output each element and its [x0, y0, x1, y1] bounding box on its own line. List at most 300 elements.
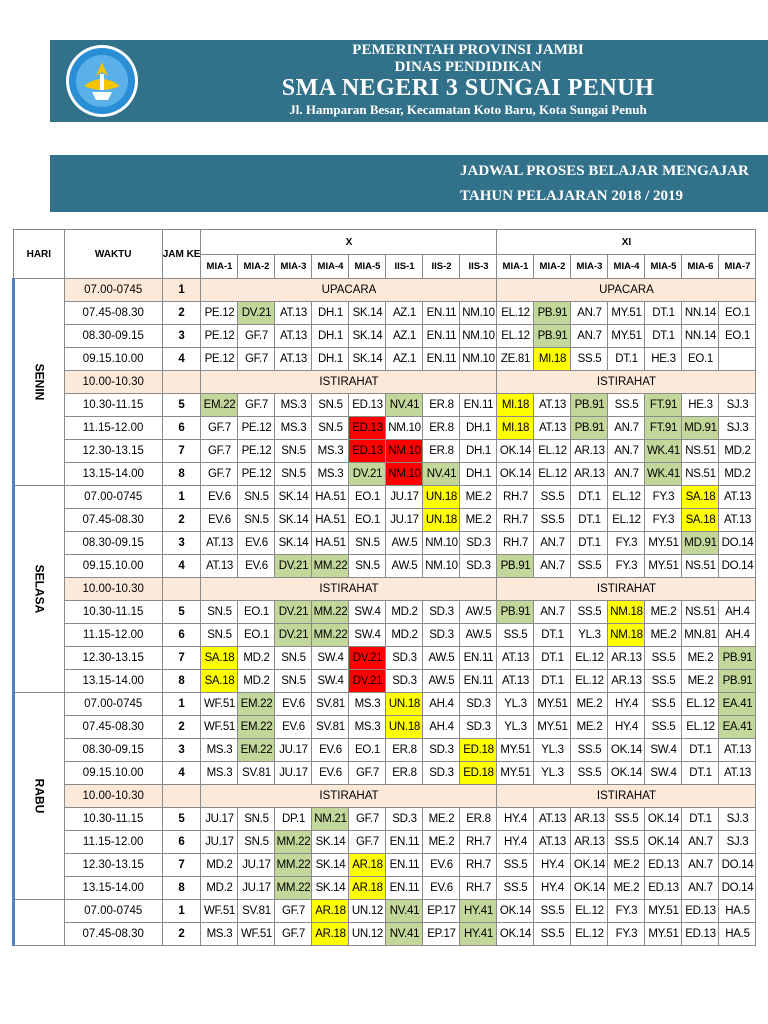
schedule-cell: AW.5 [386, 532, 423, 555]
schedule-cell: NV.41 [386, 923, 423, 946]
schedule-cell: DT.1 [682, 762, 719, 785]
time-slot: 07.00-0745 [64, 279, 162, 302]
schedule-cell: FT.91 [645, 394, 682, 417]
schedule-cell: ZE.81 [497, 348, 534, 371]
schedule-cell: EO.1 [349, 739, 386, 762]
schedule-cell: OK.14 [497, 463, 534, 486]
schedule-cell: DH.1 [460, 417, 497, 440]
schedule-cell: AR.13 [571, 831, 608, 854]
period-number: 8 [162, 670, 201, 693]
schedule-cell: ED.13 [349, 394, 386, 417]
schedule-cell: EP.17 [423, 923, 460, 946]
schedule-cell: EM.22 [238, 739, 275, 762]
schedule-cell: AT.13 [534, 394, 571, 417]
schedule-cell: AR.18 [349, 877, 386, 900]
period-number: 8 [162, 877, 201, 900]
schedule-cell: SK.14 [312, 877, 349, 900]
schedule-cell: SK.14 [349, 302, 386, 325]
time-slot: 07.00-0745 [64, 900, 162, 923]
schedule-cell: GF.7 [238, 325, 275, 348]
schedule-cell: ER.8 [460, 808, 497, 831]
schedule-cell: EO.1 [349, 486, 386, 509]
schedule-cell: MD.2 [238, 670, 275, 693]
schedule-cell: NM.18 [608, 601, 645, 624]
schedule-cell: OK.14 [645, 808, 682, 831]
schedule-cell: ER.8 [386, 739, 423, 762]
schedule-cell: NV.41 [386, 394, 423, 417]
schedule-cell: EV.6 [423, 877, 460, 900]
schedule-cell: NM.10 [460, 348, 497, 371]
schedule-cell: SA.18 [201, 647, 238, 670]
class-header: MIA-6 [682, 255, 719, 279]
time-slot: 08.30-09.15 [64, 739, 162, 762]
schedule-cell: MS.3 [275, 394, 312, 417]
schedule-cell: HY.4 [497, 808, 534, 831]
schedule-cell: NM.10 [460, 325, 497, 348]
schedule-table [12, 229, 756, 946]
schedule-cell: AZ.1 [386, 302, 423, 325]
schedule-cell: DT.1 [571, 486, 608, 509]
table-row [14, 509, 756, 532]
schedule-cell: DO.14 [719, 877, 756, 900]
schedule-cell: AT.13 [497, 670, 534, 693]
schedule-cell: SS.5 [645, 716, 682, 739]
schedule-cell: AN.7 [608, 440, 645, 463]
schedule-cell: DH.1 [312, 348, 349, 371]
schedule-cell: MY.51 [608, 302, 645, 325]
schedule-cell: DT.1 [682, 739, 719, 762]
schedule-cell: SJ.3 [719, 831, 756, 854]
schedule-cell: ED.13 [349, 440, 386, 463]
schedule-cell: AN.7 [682, 831, 719, 854]
schedule-cell: WF.51 [238, 923, 275, 946]
schedule-cell: SS.5 [571, 739, 608, 762]
time-slot: 07.00-0745 [64, 693, 162, 716]
schedule-cell: DV.21 [275, 624, 312, 647]
note-cell-xi: ISTIRAHAT [497, 578, 756, 601]
schedule-cell: HY.41 [460, 923, 497, 946]
table-row [14, 440, 756, 463]
schedule-cell: ME.2 [608, 854, 645, 877]
schedule-cell: SD.3 [460, 555, 497, 578]
schedule-cell: NM.10 [386, 440, 423, 463]
header-office: DINAS PENDIDIKAN [394, 59, 542, 75]
schedule-cell: SN.5 [275, 463, 312, 486]
schedule-cell: WF.51 [201, 716, 238, 739]
schedule-cell: EM.22 [201, 394, 238, 417]
time-slot: 09.15.10.00 [64, 762, 162, 785]
schedule-cell: AN.7 [534, 555, 571, 578]
schedule-title: JADWAL PROSES BELAJAR MENGAJAR [460, 163, 749, 179]
note-cell-xi: ISTIRAHAT [497, 785, 756, 808]
schedule-cell: WK.41 [645, 440, 682, 463]
schedule-cell: EV.6 [312, 739, 349, 762]
schedule-cell: PB.91 [571, 394, 608, 417]
schedule-cell: SN.5 [275, 647, 312, 670]
schedule-cell: ER.8 [423, 440, 460, 463]
schedule-cell: ED.13 [645, 877, 682, 900]
schedule-cell: EL.12 [497, 325, 534, 348]
schedule-cell: FY.3 [608, 532, 645, 555]
schedule-cell: WK.41 [645, 463, 682, 486]
schedule-cell: SV.81 [312, 716, 349, 739]
schedule-cell: PE.12 [201, 325, 238, 348]
schedule-cell: RH.7 [497, 532, 534, 555]
schedule-cell: NM.10 [423, 532, 460, 555]
schedule-cell: AT.13 [534, 417, 571, 440]
schedule-cell: GF.7 [275, 900, 312, 923]
break-row [14, 785, 756, 808]
period-number: 2 [162, 509, 201, 532]
schedule-cell: NV.41 [423, 463, 460, 486]
schedule-cell: GF.7 [201, 440, 238, 463]
schedule-cell: SN.5 [349, 532, 386, 555]
table-row [14, 532, 756, 555]
schedule-cell: SS.5 [497, 877, 534, 900]
schedule-cell: SS.5 [534, 923, 571, 946]
schedule-cell: NV.41 [386, 900, 423, 923]
schedule-cell: NM.21 [312, 808, 349, 831]
period-number: 7 [162, 647, 201, 670]
schedule-cell: UN.12 [349, 900, 386, 923]
schedule-cell: AW.5 [423, 670, 460, 693]
table-row [14, 394, 756, 417]
schedule-cell: AT.13 [534, 831, 571, 854]
schedule-cell: SS.5 [645, 647, 682, 670]
schedule-cell: HA.5 [719, 923, 756, 946]
schedule-cell: GF.7 [349, 808, 386, 831]
schedule-cell: DO.14 [719, 555, 756, 578]
schedule-cell: SN.5 [275, 440, 312, 463]
schedule-cell: ED.13 [349, 417, 386, 440]
schedule-cell: MY.51 [534, 693, 571, 716]
period-number: 4 [162, 348, 201, 371]
schedule-cell: DV.21 [238, 302, 275, 325]
schedule-cell: MD.2 [386, 624, 423, 647]
period-number: 3 [162, 325, 201, 348]
schedule-cell: SN.5 [201, 624, 238, 647]
time-slot: 10.00-10.30 [64, 371, 162, 394]
schedule-cell: SS.5 [534, 486, 571, 509]
schedule-cell: EO.1 [682, 348, 719, 371]
period-number: 7 [162, 854, 201, 877]
schedule-cell: SD.3 [386, 808, 423, 831]
schedule-cell: ME.2 [645, 601, 682, 624]
schedule-cell: RH.7 [460, 877, 497, 900]
schedule-cell: MY.51 [645, 923, 682, 946]
class-header: MIA-2 [534, 255, 571, 279]
schedule-cell: HA.5 [719, 900, 756, 923]
time-slot: 09.15.10.00 [64, 348, 162, 371]
table-row [14, 348, 756, 371]
schedule-cell: PE.12 [238, 440, 275, 463]
schedule-cell: SD.3 [423, 624, 460, 647]
schedule-cell: PE.12 [238, 417, 275, 440]
schedule-cell: AT.13 [719, 739, 756, 762]
schedule-cell: MS.3 [312, 463, 349, 486]
schedule-cell: SJ.3 [719, 417, 756, 440]
time-slot: 07.45-08.30 [64, 302, 162, 325]
schedule-cell: EL.12 [571, 923, 608, 946]
table-row [14, 417, 756, 440]
time-slot: 10.30-11.15 [64, 601, 162, 624]
schedule-cell: GF.7 [238, 394, 275, 417]
schedule-cell: DT.1 [645, 302, 682, 325]
time-slot: 12.30-13.15 [64, 440, 162, 463]
schedule-cell: OK.14 [497, 900, 534, 923]
schedule-cell: AT.13 [201, 532, 238, 555]
schedule-cell: MS.3 [349, 716, 386, 739]
period-number: 1 [162, 279, 201, 302]
schedule-year: TAHUN PELAJARAN 2018 / 2019 [460, 188, 684, 204]
schedule-cell: AN.7 [534, 601, 571, 624]
schedule-cell: ME.2 [460, 486, 497, 509]
schedule-cell: AW.5 [460, 601, 497, 624]
table-row [14, 900, 756, 923]
schedule-cell: SD.3 [423, 739, 460, 762]
schedule-cell: MN.81 [682, 624, 719, 647]
day-label [14, 900, 65, 946]
schedule-title-bar [50, 155, 768, 212]
schedule-cell: JU.17 [238, 854, 275, 877]
schedule-cell: EN.11 [460, 670, 497, 693]
schedule-cell: DH.1 [460, 440, 497, 463]
schedule-cell: EV.6 [312, 762, 349, 785]
period-number: 5 [162, 808, 201, 831]
schedule-cell: AH.4 [423, 716, 460, 739]
time-slot: 11.15-12.00 [64, 624, 162, 647]
schedule-cell: ME.2 [571, 716, 608, 739]
schedule-cell: GF.7 [238, 348, 275, 371]
schedule-cell: MY.51 [608, 325, 645, 348]
schedule-cell: GF.7 [349, 831, 386, 854]
schedule-cell: EO.1 [719, 302, 756, 325]
schedule-cell: SK.14 [275, 509, 312, 532]
table-row [14, 762, 756, 785]
period-number: 3 [162, 532, 201, 555]
schedule-cell: ER.8 [423, 394, 460, 417]
schedule-cell: AH.4 [719, 624, 756, 647]
class-header: MIA-1 [497, 255, 534, 279]
time-slot: 13.15-14.00 [64, 877, 162, 900]
col-jam-header: JAM KE [162, 230, 201, 279]
schedule-cell: SK.14 [312, 854, 349, 877]
schedule-cell: EA.41 [719, 693, 756, 716]
schedule-cell: HA.51 [312, 486, 349, 509]
day-label [14, 486, 65, 693]
day-name: RABU [32, 778, 47, 814]
schedule-cell: EN.11 [386, 877, 423, 900]
period-number: 2 [162, 716, 201, 739]
schedule-cell: DT.1 [534, 647, 571, 670]
schedule-cell: RH.7 [497, 509, 534, 532]
schedule-cell: MY.51 [645, 900, 682, 923]
schedule-cell: DO.14 [719, 532, 756, 555]
schedule-cell: MD.2 [386, 601, 423, 624]
period-number: 1 [162, 900, 201, 923]
schedule-cell: JU.17 [275, 762, 312, 785]
schedule-cell: SS.5 [645, 693, 682, 716]
day-name: SENIN [32, 363, 47, 401]
schedule-cell: AH.4 [423, 693, 460, 716]
schedule-cell: NS.51 [682, 555, 719, 578]
schedule-cell: EO.1 [238, 624, 275, 647]
schedule-cell: YL.3 [534, 762, 571, 785]
schedule-cell: DH.1 [460, 463, 497, 486]
schedule-cell: GF.7 [275, 923, 312, 946]
col-waktu-header: WAKTU [64, 230, 162, 279]
day-label [14, 279, 65, 486]
schedule-cell: PB.91 [497, 555, 534, 578]
schedule-cell: EN.11 [423, 348, 460, 371]
schedule-cell: SN.5 [349, 555, 386, 578]
schedule-cell: DH.1 [312, 302, 349, 325]
schedule-cell: SJ.3 [719, 394, 756, 417]
schedule-cell: SN.5 [238, 808, 275, 831]
schedule-cell: EO.1 [719, 325, 756, 348]
schedule-cell: ED.13 [645, 854, 682, 877]
schedule-cell: SD.3 [423, 762, 460, 785]
schedule-cell: AN.7 [534, 532, 571, 555]
break-row [14, 371, 756, 394]
schedule-cell: AR.13 [571, 808, 608, 831]
schedule-cell: ME.2 [682, 670, 719, 693]
schedule-cell: MM.22 [312, 601, 349, 624]
schedule-cell: PB.91 [571, 417, 608, 440]
note-cell-x: ISTIRAHAT [201, 371, 497, 394]
schedule-cell: DT.1 [534, 624, 571, 647]
header-province: PEMERINTAH PROVINSI JAMBI [352, 42, 584, 58]
class-header: MIA-7 [719, 255, 756, 279]
time-slot: 12.30-13.15 [64, 854, 162, 877]
schedule-cell: OK.14 [645, 831, 682, 854]
schedule-cell: WF.51 [201, 693, 238, 716]
schedule-cell: OK.14 [608, 739, 645, 762]
schedule-cell: AT.13 [534, 808, 571, 831]
schedule-cell: ME.2 [682, 647, 719, 670]
schedule-cell: GF.7 [201, 417, 238, 440]
schedule-cell: EO.1 [349, 509, 386, 532]
schedule-cell: ER.8 [423, 417, 460, 440]
schedule-cell: FY.3 [608, 900, 645, 923]
time-slot: 13.15-14.00 [64, 463, 162, 486]
time-slot: 07.45-08.30 [64, 923, 162, 946]
schedule-cell: PB.91 [719, 647, 756, 670]
table-row [14, 325, 756, 348]
schedule-cell: YL.3 [497, 693, 534, 716]
table-row [14, 647, 756, 670]
schedule-cell: AR.13 [608, 647, 645, 670]
schedule-cell: EN.11 [423, 302, 460, 325]
table-row [14, 670, 756, 693]
period-number: 7 [162, 440, 201, 463]
schedule-cell: SW.4 [645, 762, 682, 785]
schedule-cell: SN.5 [275, 670, 312, 693]
period-number: 5 [162, 601, 201, 624]
schedule-cell: RH.7 [497, 486, 534, 509]
schedule-cell [719, 348, 756, 371]
schedule-cell: SV.81 [238, 762, 275, 785]
schedule-cell: DP.1 [275, 808, 312, 831]
table-row [14, 601, 756, 624]
class-header: MIA-5 [349, 255, 386, 279]
table-row [14, 808, 756, 831]
schedule-cell: JU.17 [201, 808, 238, 831]
schedule-cell: RH.7 [460, 831, 497, 854]
schedule-cell: GF.7 [201, 463, 238, 486]
schedule-cell: ME.2 [571, 693, 608, 716]
schedule-cell: PB.91 [534, 302, 571, 325]
schedule-cell: SS.5 [497, 624, 534, 647]
schedule-cell: SK.14 [349, 325, 386, 348]
period-number: 8 [162, 463, 201, 486]
schedule-cell: FT.91 [645, 417, 682, 440]
schedule-cell: SA.18 [682, 509, 719, 532]
table-row [14, 877, 756, 900]
schedule-cell: EV.6 [201, 509, 238, 532]
header-banner [50, 40, 768, 122]
schedule-cell: AT.13 [275, 348, 312, 371]
period-number: 3 [162, 739, 201, 762]
day-name: SELASA [32, 564, 47, 614]
schedule-cell: MM.22 [275, 877, 312, 900]
break-row [14, 578, 756, 601]
period-number: 4 [162, 762, 201, 785]
schedule-cell: HE.3 [682, 394, 719, 417]
schedule-cell: MM.22 [275, 854, 312, 877]
schedule-cell: EL.12 [571, 900, 608, 923]
schedule-cell: MI.18 [534, 348, 571, 371]
schedule-cell: SW.4 [349, 601, 386, 624]
schedule-cell: HY.4 [534, 854, 571, 877]
schedule-cell: AH.4 [719, 601, 756, 624]
col-hari-header: HARI [14, 230, 65, 279]
period-number: 2 [162, 302, 201, 325]
schedule-cell: ME.2 [608, 877, 645, 900]
time-slot: 11.15-12.00 [64, 417, 162, 440]
table-row [14, 716, 756, 739]
schedule-cell: FY.3 [645, 486, 682, 509]
schedule-cell: ME.2 [460, 509, 497, 532]
schedule-cell: EP.17 [423, 900, 460, 923]
schedule-cell: AR.18 [349, 854, 386, 877]
schedule-cell: NS.51 [682, 463, 719, 486]
schedule-cell: AN.7 [608, 417, 645, 440]
schedule-cell: RH.7 [460, 854, 497, 877]
schedule-cell: MY.51 [534, 716, 571, 739]
schedule-cell: OK.14 [608, 762, 645, 785]
schedule-cell: GF.7 [349, 762, 386, 785]
schedule-cell: MY.51 [645, 532, 682, 555]
schedule-cell: MD.2 [719, 440, 756, 463]
schedule-cell: SS.5 [608, 394, 645, 417]
schedule-cell: EO.1 [238, 601, 275, 624]
schedule-cell: AW.5 [386, 555, 423, 578]
schedule-cell: AR.13 [571, 440, 608, 463]
schedule-cell: AN.7 [571, 325, 608, 348]
schedule-cell: AT.13 [275, 325, 312, 348]
schedule-cell: SW.4 [645, 739, 682, 762]
time-slot: 08.30-09.15 [64, 532, 162, 555]
group-x-header: X [201, 230, 497, 255]
schedule-cell: AN.7 [608, 463, 645, 486]
schedule-cell: AW.5 [460, 624, 497, 647]
schedule-cell: MS.3 [201, 923, 238, 946]
header-address: Jl. Hamparan Besar, Kecamatan Koto Baru, Kota Sungai Penuh [289, 102, 647, 117]
time-slot: 08.30-09.15 [64, 325, 162, 348]
time-slot: 07.45-08.30 [64, 716, 162, 739]
schedule-cell: ME.2 [645, 624, 682, 647]
